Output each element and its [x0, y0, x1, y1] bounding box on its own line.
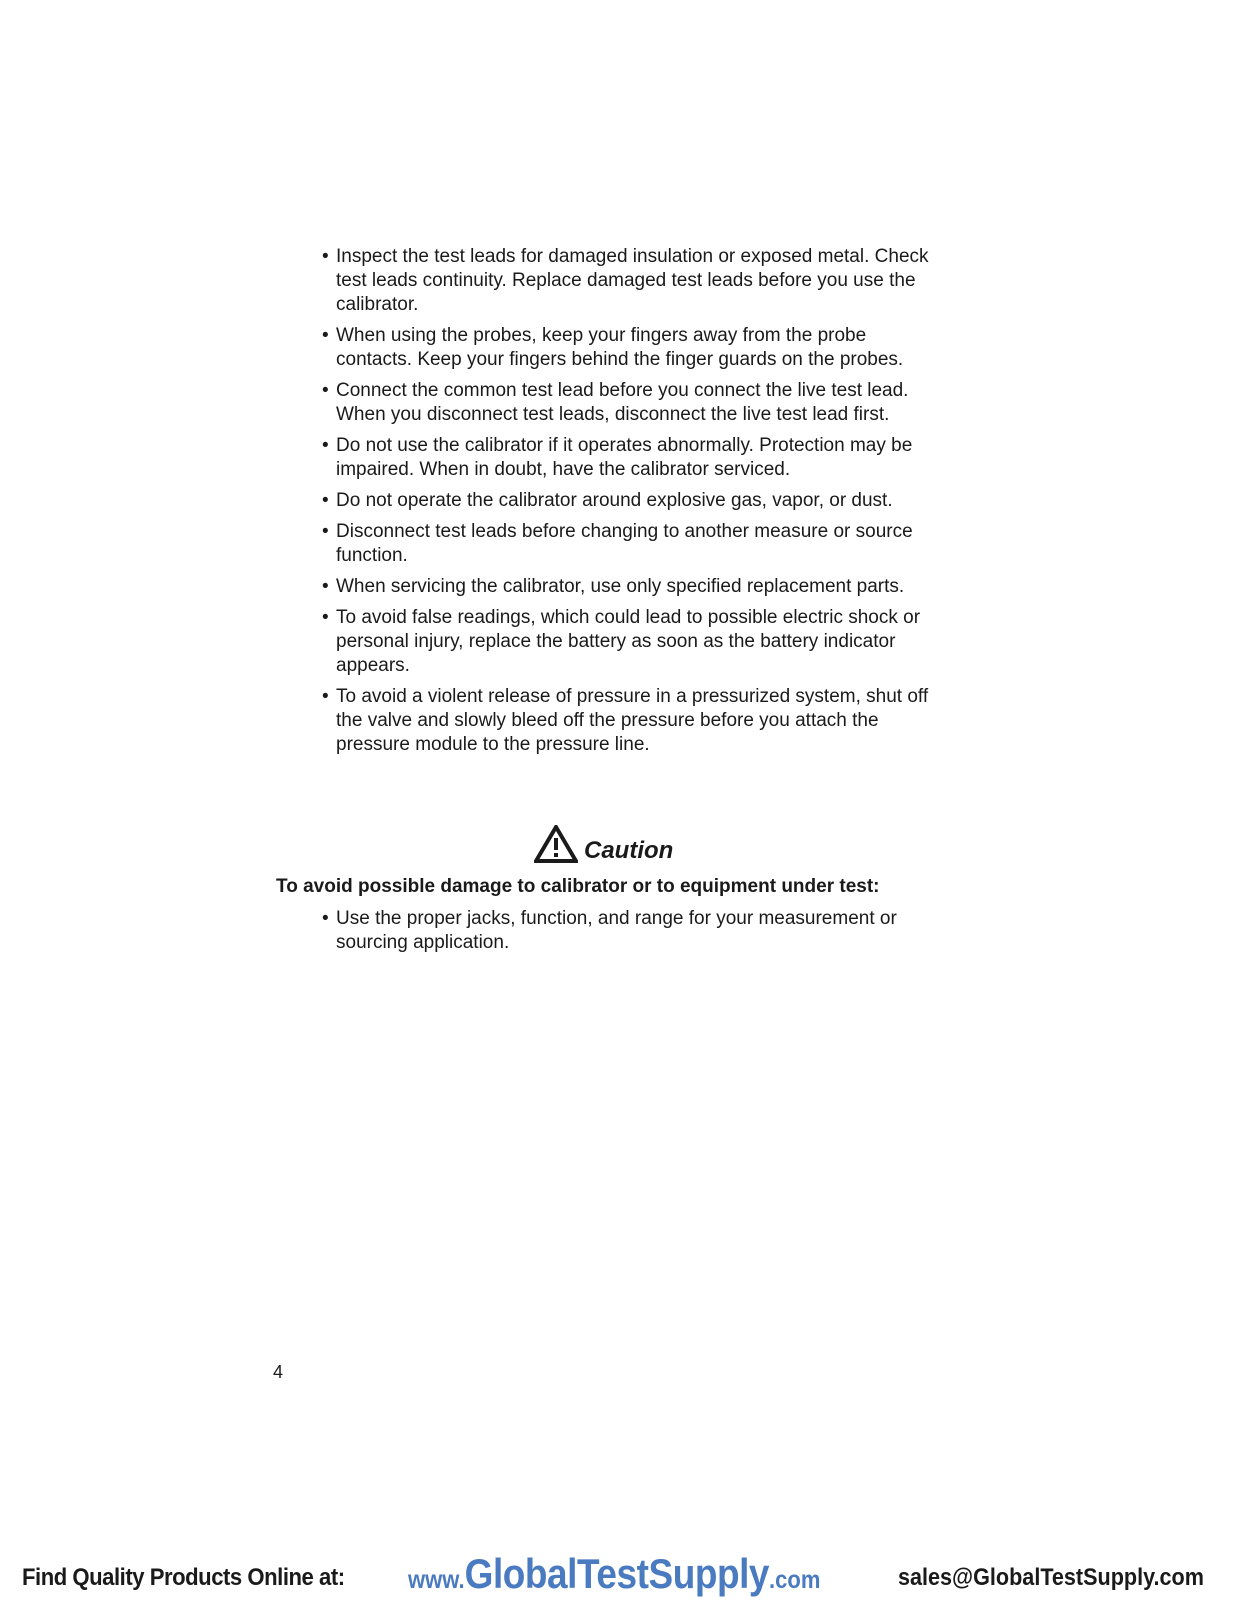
list-item: [322, 575, 942, 599]
footer-email-link[interactable]: sales@GlobalTestSupply.com: [898, 1564, 1204, 1591]
footer-tagline: Find Quality Products Online at:: [22, 1564, 345, 1591]
url-domain: GlobalTestSupply: [464, 1550, 770, 1597]
bullet: •: [322, 435, 329, 456]
list-item-text: Connect the common test lead before you connect the live test lead. When you disconnect test leads, disconnect the live test lead first.: [336, 380, 909, 425]
list-item-text: Do not use the calibrator if it operates abnormally. Protection may be impaired. When in doubt, have the calibrator serviced.: [336, 435, 913, 480]
page-number: 4: [273, 1362, 284, 1382]
bullet: •: [322, 380, 329, 401]
caution-list: [322, 907, 942, 955]
bullet: •: [322, 908, 329, 929]
list-item-text: When using the probes, keep your fingers away from the probe contacts. Keep your fingers behind the finger guards on the probes.: [336, 325, 904, 370]
list-item: [322, 379, 942, 427]
list-item-text: Use the proper jacks, function, and range for your measurement or sourcing application.: [336, 908, 897, 953]
list-item-text: To avoid false readings, which could lead to possible electric shock or personal injury, replace the battery as soon as the battery indicator appears.: [336, 607, 921, 676]
bullet: •: [322, 325, 329, 346]
caution-label: Caution: [584, 837, 674, 864]
caution-heading: [534, 824, 673, 864]
url-prefix: www.: [408, 1566, 465, 1594]
footer-website-link[interactable]: [408, 1550, 820, 1598]
list-item: [322, 520, 942, 568]
url-tld: .com: [769, 1566, 821, 1594]
list-item-text: Inspect the test leads for damaged insulation or exposed metal. Check test leads continuity. Replace damaged test leads before you use the calibrator.: [336, 246, 929, 315]
caution-intro: To avoid possible damage to calibrator or to equipment under test:: [276, 876, 880, 897]
bullet: •: [322, 521, 329, 542]
list-item: [322, 907, 942, 955]
footer: [0, 1548, 1237, 1600]
list-item: [322, 489, 942, 513]
bullet: •: [322, 686, 329, 707]
list-item: [322, 324, 942, 372]
list-item-text: Do not operate the calibrator around explosive gas, vapor, or dust.: [336, 490, 893, 511]
list-item: [322, 434, 942, 482]
list-item: [322, 245, 942, 317]
list-item: [322, 606, 942, 678]
bullet: •: [322, 607, 329, 628]
warning-list: [322, 245, 942, 764]
bullet: •: [322, 576, 329, 597]
list-item: [322, 685, 942, 757]
bullet: •: [322, 246, 329, 267]
bullet: •: [322, 490, 329, 511]
list-item-text: To avoid a violent release of pressure in a pressurized system, shut off the valve and slowly bleed off the pressure before you attach the pressure module to the pressure line.: [336, 686, 929, 755]
list-item-text: When servicing the calibrator, use only specified replacement parts.: [336, 576, 905, 597]
list-item-text: Disconnect test leads before changing to another measure or source function.: [336, 521, 913, 566]
warning-triangle-icon: [534, 825, 578, 863]
